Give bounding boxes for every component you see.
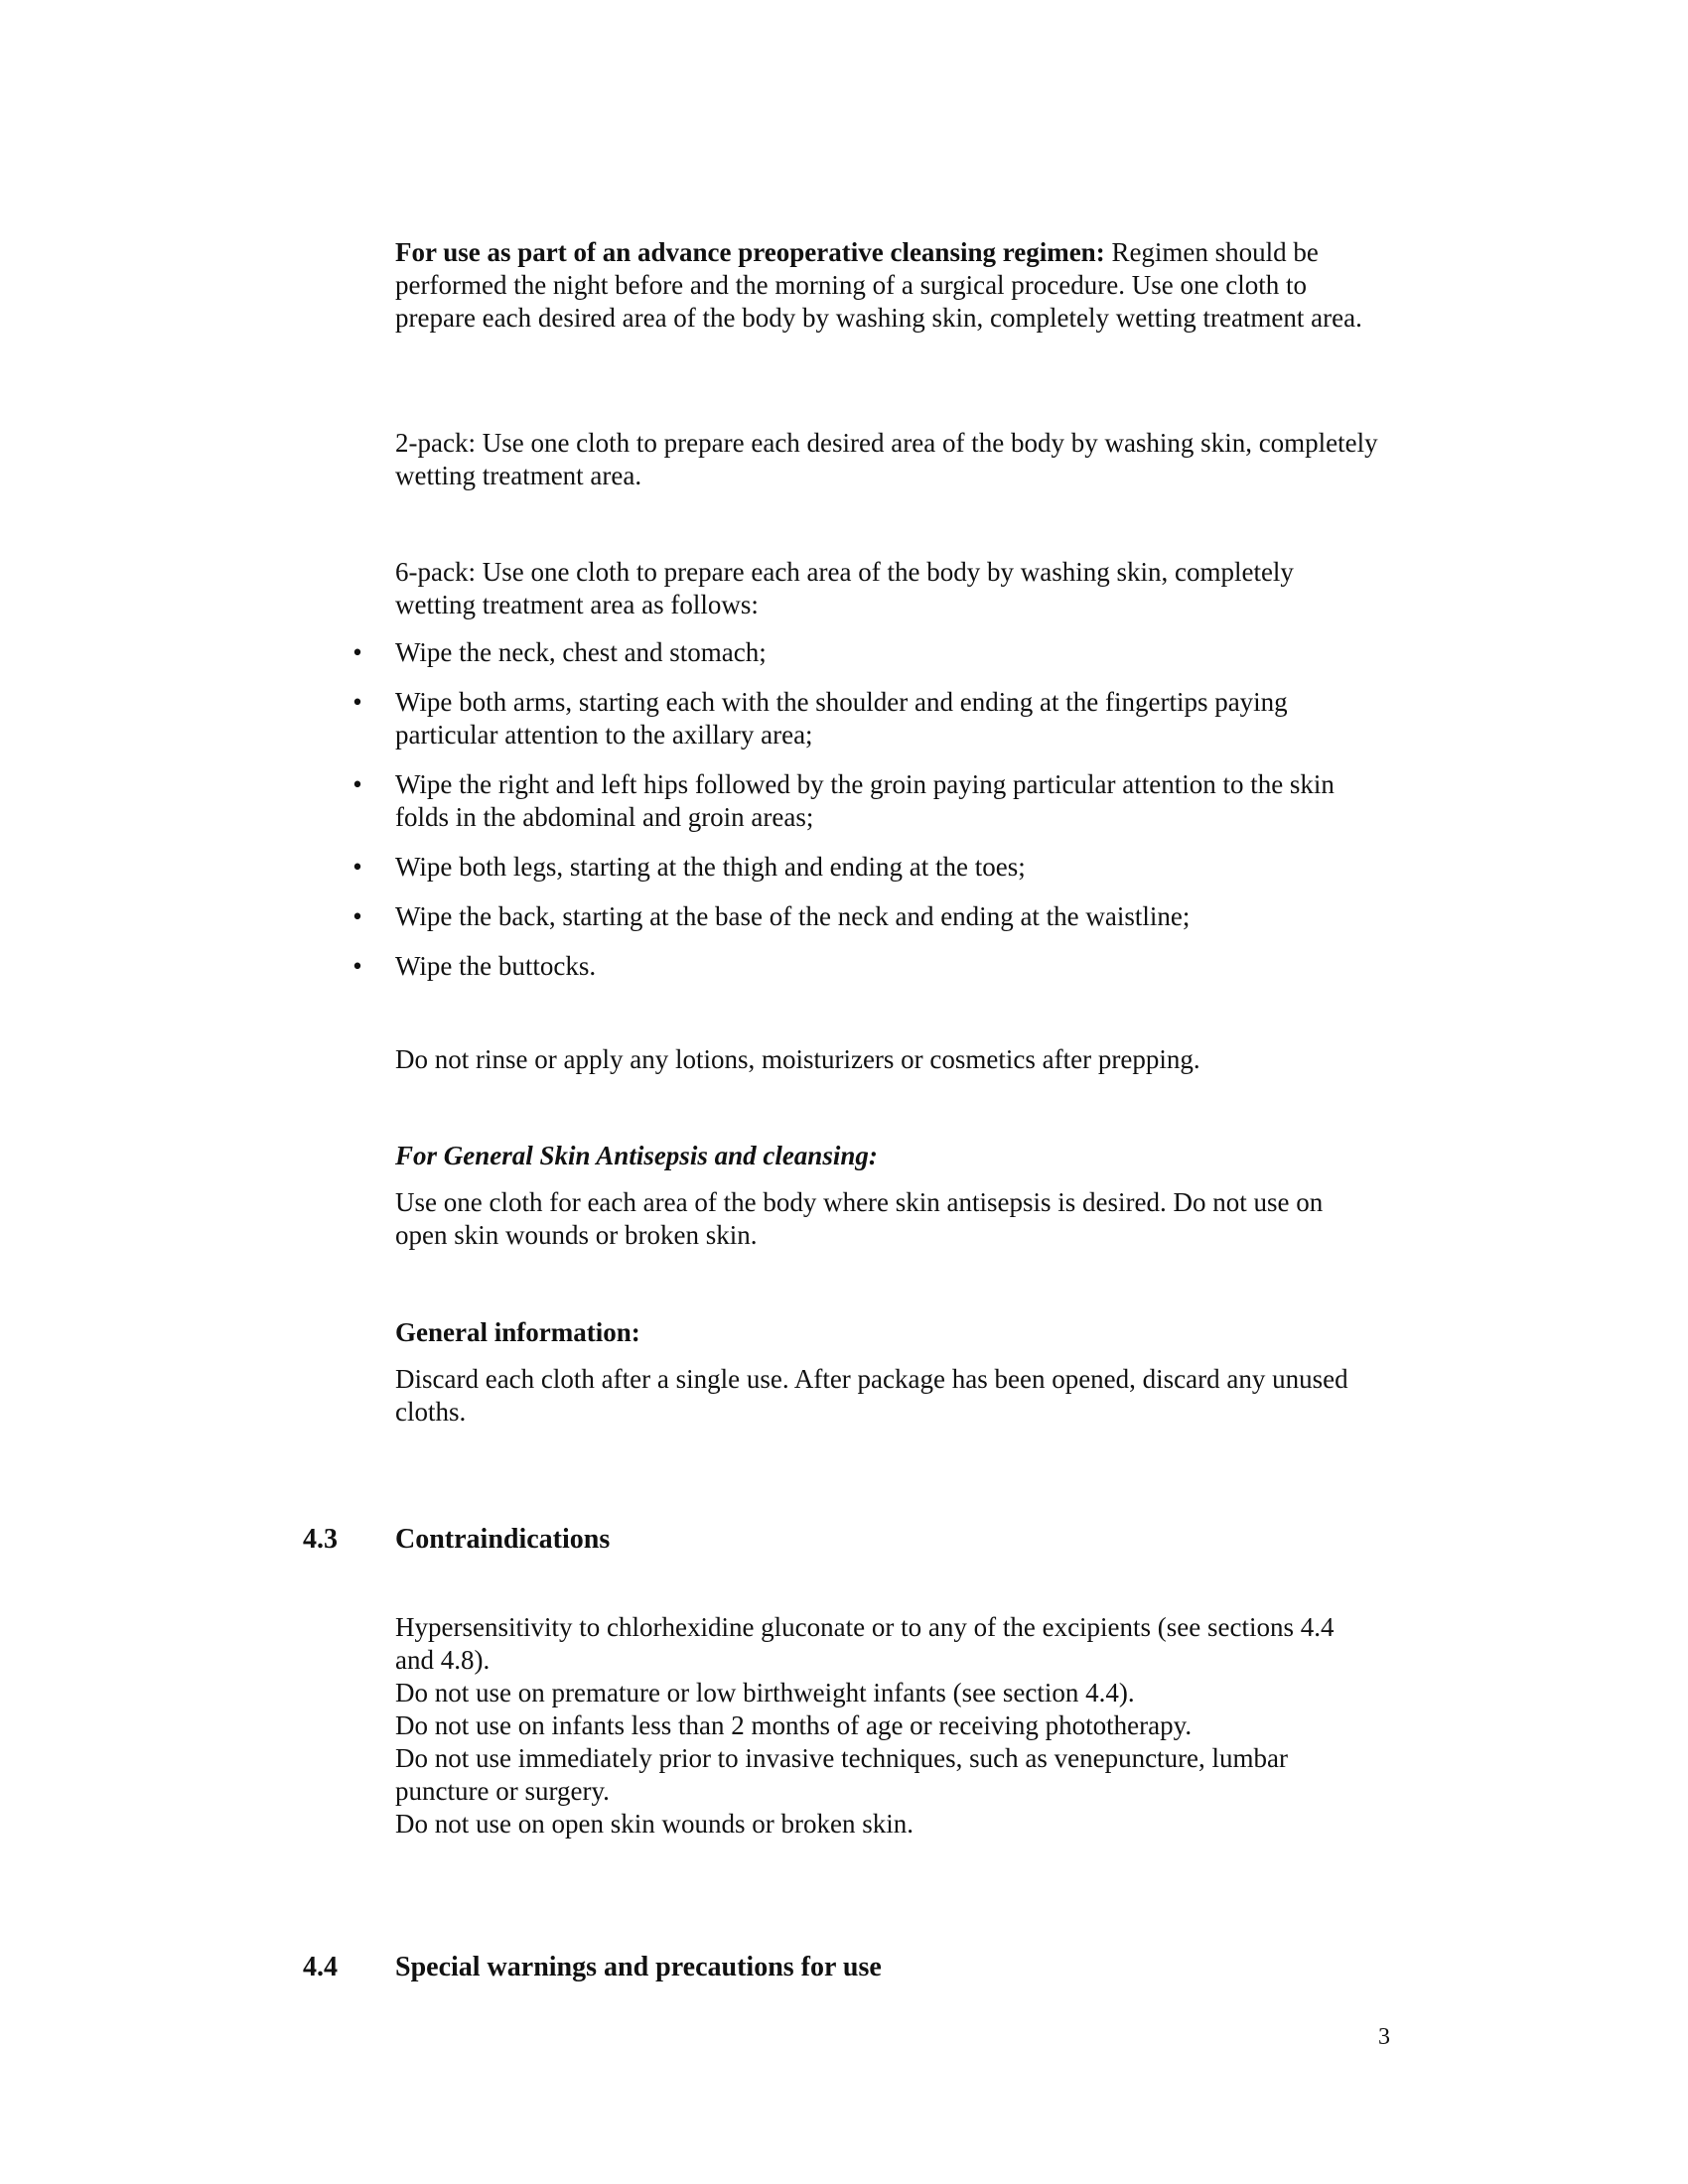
contraindication-line: Do not use on premature or low birthweight infants (see section 4.4). <box>395 1678 1135 1707</box>
preop-text: Regimen should be performed the night before and the morning of a surgical procedure. Use one cloth to prepare each desired area of the body by washing skin, completely wetting treatment area. <box>395 237 1362 333</box>
list-item-text: Wipe both arms, starting each with the shoulder and ending at the fingertips paying particular attention to the axillary area; <box>395 687 1288 750</box>
list-item <box>352 950 1378 983</box>
six-pack-intro: 6-pack: Use one cloth to prepare each area of the body by washing skin, completely wetting treatment area as follows: <box>395 557 1294 619</box>
contraindication-line: Hypersensitivity to chlorhexidine gluconate or to any of the excipients (see sections 4.4 and 4.8). <box>395 1612 1335 1675</box>
contraindication-line: Do not use on infants less than 2 months of age or receiving phototherapy. <box>395 1710 1193 1740</box>
list-item <box>352 900 1378 933</box>
general-info-heading: General information: <box>395 1317 640 1347</box>
bullet-icon: • <box>352 951 362 981</box>
general-info-text: Discard each cloth after a single use. After package has been opened, discard any unused cloths. <box>395 1364 1348 1427</box>
general-antisepsis-heading: For General Skin Antisepsis and cleansing: <box>395 1141 878 1170</box>
list-item <box>352 636 1378 669</box>
list-item <box>352 768 1378 834</box>
list-item-text: Wipe the back, starting at the base of the neck and ending at the waistline; <box>395 901 1191 931</box>
section-number: 4.3 <box>303 1524 338 1555</box>
general-antisepsis-text: Use one cloth for each area of the body where skin antisepsis is desired. Do not use on open skin wounds or broken skin. <box>395 1187 1324 1250</box>
bullet-icon: • <box>352 901 362 931</box>
preop-heading: For use as part of an advance preoperative cleansing regimen: <box>395 237 1105 267</box>
preop-paragraph <box>395 236 1378 335</box>
bullet-icon: • <box>352 769 362 799</box>
bullet-icon: • <box>352 852 362 882</box>
contraindication-line: Do not use on open skin wounds or broken skin. <box>395 1809 914 1839</box>
bullet-icon: • <box>352 637 362 667</box>
list-item <box>352 686 1378 751</box>
section-4-3-heading <box>303 1523 1395 1556</box>
contraindication-line: Do not use immediately prior to invasive techniques, such as venepuncture, lumbar puncture or surgery. <box>395 1743 1289 1806</box>
section-number: 4.4 <box>303 1952 338 1982</box>
no-rinse-paragraph: Do not rinse or apply any lotions, moisturizers or cosmetics after prepping. <box>395 1044 1200 1074</box>
section-title: Contraindications <box>395 1524 611 1555</box>
two-pack-paragraph: 2-pack: Use one cloth to prepare each desired area of the body by washing skin, completely wetting treatment area. <box>395 428 1378 490</box>
list-item-text: Wipe the buttocks. <box>395 951 597 981</box>
page-number: 3 <box>1378 2024 1390 2050</box>
contraindications-text <box>395 1611 1378 1841</box>
six-pack-steps-list <box>352 636 1378 1000</box>
list-item-text: Wipe both legs, starting at the thigh and ending at the toes; <box>395 852 1026 882</box>
list-item-text: Wipe the neck, chest and stomach; <box>395 637 767 667</box>
list-item <box>352 851 1378 884</box>
section-4-4-heading <box>303 1951 1395 1983</box>
bullet-icon: • <box>352 687 362 717</box>
list-item-text: Wipe the right and left hips followed by the groin paying particular attention to the skin folds in the abdominal and groin areas; <box>395 769 1335 832</box>
section-title: Special warnings and precautions for use <box>395 1952 882 1982</box>
